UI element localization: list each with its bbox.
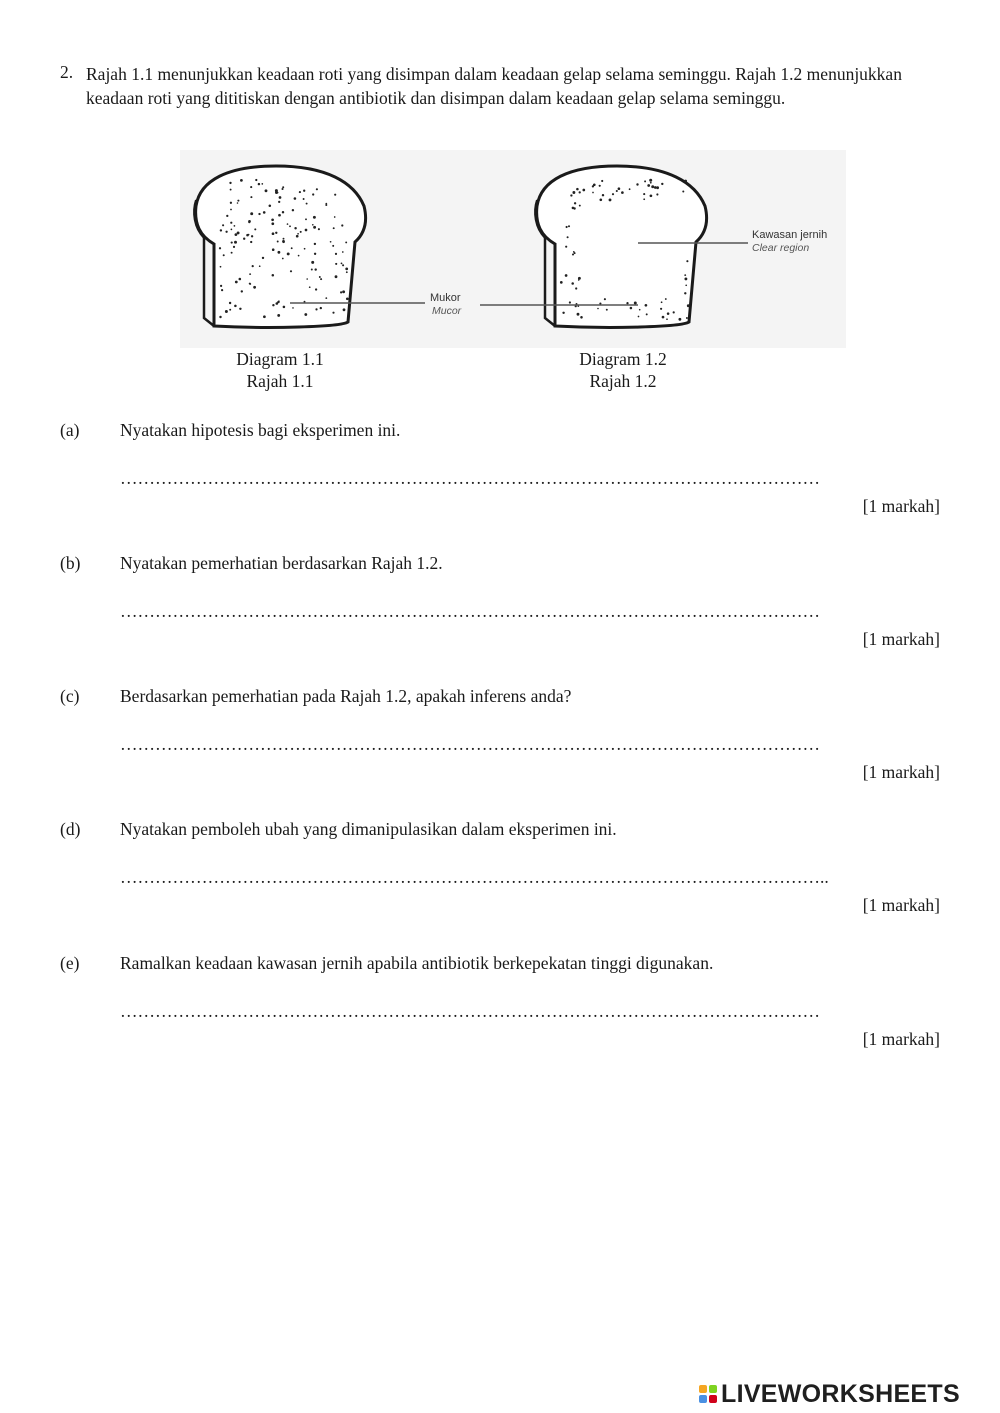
mold-speckle xyxy=(346,271,348,273)
mold-speckle xyxy=(566,226,568,228)
mold-speckle xyxy=(263,315,266,318)
mold-speckle xyxy=(332,312,334,314)
mold-speckle xyxy=(278,214,281,217)
mold-speckle xyxy=(305,229,308,232)
mold-speckle xyxy=(296,235,299,238)
mold-speckle xyxy=(263,211,266,214)
mold-speckle xyxy=(250,212,253,215)
mold-speckle xyxy=(251,235,253,237)
mold-speckle xyxy=(271,222,274,225)
logo-text: LIVEWORKSHEETS xyxy=(721,1379,960,1408)
mold-speckle xyxy=(318,228,320,230)
mold-speckle xyxy=(259,265,261,267)
mold-speckle xyxy=(341,224,343,226)
mold-speckle xyxy=(255,179,257,181)
mold-speckle xyxy=(579,191,581,193)
mold-speckle xyxy=(229,309,231,311)
mold-speckle xyxy=(332,245,334,247)
mold-speckle xyxy=(621,191,624,194)
mold-speckle xyxy=(278,300,280,302)
mold-speckle xyxy=(292,209,294,211)
mold-speckle xyxy=(292,307,294,309)
mold-speckle xyxy=(237,200,239,202)
mold-speckle xyxy=(577,313,580,316)
question-number: 2. xyxy=(60,62,74,82)
mold-speckle xyxy=(304,313,307,316)
mold-speckle xyxy=(249,283,251,285)
mold-speckle xyxy=(660,308,662,310)
mold-speckle xyxy=(231,252,233,254)
mold-speckle xyxy=(666,318,668,320)
mold-speckle xyxy=(673,311,675,313)
mold-speckle xyxy=(311,269,313,271)
mold-speckle xyxy=(277,241,279,243)
mold-speckle xyxy=(253,286,256,289)
mold-speckle xyxy=(303,190,305,192)
mold-speckle xyxy=(249,273,251,275)
mold-speckle xyxy=(687,304,690,307)
mold-speckle xyxy=(335,275,338,278)
mold-speckle xyxy=(334,216,336,218)
mold-speckle xyxy=(685,284,687,286)
mold-speckle xyxy=(240,179,243,182)
mold-speckle xyxy=(601,180,603,182)
mold-speckle xyxy=(686,260,688,262)
mold-speckle xyxy=(279,196,282,199)
mold-speckle xyxy=(616,190,618,192)
mold-speckle xyxy=(234,305,237,308)
mold-speckle xyxy=(248,234,250,236)
mold-speckle xyxy=(665,298,667,300)
mold-speckle xyxy=(606,309,608,311)
mold-speckle xyxy=(325,204,327,206)
mold-speckle xyxy=(335,253,337,255)
mold-speckle xyxy=(272,232,275,235)
mold-speckle xyxy=(312,224,314,226)
mold-speckle xyxy=(345,268,348,271)
mold-speckle xyxy=(569,301,571,303)
part-letter: (a) xyxy=(60,420,80,440)
mold-speckle xyxy=(314,253,316,255)
marks-label: [1 markah] xyxy=(862,762,940,782)
mold-speckle xyxy=(272,248,275,251)
mold-speckle xyxy=(661,183,663,185)
mold-speckle xyxy=(282,211,284,213)
mold-speckle xyxy=(643,193,645,195)
mold-speckle xyxy=(320,278,322,280)
clear-region-label-en: Clear region xyxy=(752,242,810,254)
part-question: Nyatakan hipotesis bagi eksperimen ini. xyxy=(120,420,401,440)
mold-speckle xyxy=(231,242,233,244)
mold-speckle xyxy=(630,307,633,310)
mold-speckle xyxy=(650,194,653,197)
answer-line[interactable]: ………………………………………………………………………………………………………… xyxy=(120,468,820,488)
part-letter: (d) xyxy=(60,819,81,839)
mold-speckle xyxy=(237,202,239,204)
mold-speckle xyxy=(575,287,577,289)
mold-speckle xyxy=(684,180,687,183)
mold-speckle xyxy=(335,263,337,265)
mold-speckle xyxy=(282,241,284,243)
mold-speckle xyxy=(272,274,275,277)
mold-speckle xyxy=(646,313,648,315)
mold-speckle xyxy=(262,257,264,259)
mold-speckle xyxy=(230,202,232,204)
mold-speckle xyxy=(230,209,232,211)
answer-line[interactable]: ………………………………………………………………………………………………………….. xyxy=(120,867,829,887)
mold-speckle xyxy=(219,247,221,249)
mold-speckle xyxy=(278,201,280,203)
mold-speckle xyxy=(303,198,305,200)
mold-speckle xyxy=(234,225,236,227)
mold-speckle xyxy=(306,278,308,280)
mold-speckle xyxy=(599,185,601,187)
mold-speckle xyxy=(231,229,233,231)
mold-speckle xyxy=(572,253,574,255)
mold-speckle xyxy=(290,270,292,272)
mold-speckle xyxy=(289,225,291,227)
mold-speckle xyxy=(604,298,606,300)
mucor-label-en: Mucor xyxy=(432,305,462,317)
question-intro: Rajah 1.1 menunjukkan keadaan roti yang disimpan dalam keadaan gelap selama seminggu. Rajah 1.2 menunjukkan keadaan roti yang dititiskan dengan antibiotik dan disimpan dalam keadaan gelap selama seminggu. xyxy=(86,64,902,108)
mold-speckle xyxy=(225,310,228,313)
mold-speckle xyxy=(312,193,314,195)
mold-speckle xyxy=(294,227,296,229)
mold-speckle xyxy=(644,180,646,182)
mold-speckle xyxy=(283,238,285,240)
marks-label: [1 markah] xyxy=(862,895,940,915)
mold-speckle xyxy=(618,187,621,190)
mold-speckle xyxy=(629,188,631,190)
answer-line[interactable]: ………………………………………………………………………………………………………… xyxy=(120,734,820,754)
mold-speckle xyxy=(283,306,286,309)
mold-speckle xyxy=(651,185,654,188)
diagram-2-title-en: Diagram 1.2 xyxy=(579,349,667,369)
mold-speckle xyxy=(597,308,599,310)
mold-speckle xyxy=(568,225,570,227)
mold-speckle xyxy=(316,188,318,190)
mold-speckle xyxy=(229,182,231,184)
mold-speckle xyxy=(271,218,274,221)
mold-speckle xyxy=(315,308,317,310)
mold-speckle xyxy=(311,261,314,264)
mold-speckle xyxy=(682,190,684,192)
mold-speckle xyxy=(334,194,336,196)
mold-speckle xyxy=(265,189,268,192)
mucor-label: Mukor xyxy=(430,292,461,304)
mold-speckle xyxy=(233,246,235,248)
mold-speckle xyxy=(313,226,316,229)
mold-speckle xyxy=(325,297,327,299)
mold-speckle xyxy=(277,251,280,254)
mold-speckle xyxy=(315,268,317,270)
mold-speckle xyxy=(304,248,306,250)
mold-speckle xyxy=(313,216,316,219)
part-letter: (c) xyxy=(60,686,80,706)
mold-speckle xyxy=(639,309,641,311)
mold-speckle xyxy=(686,317,688,319)
mold-speckle xyxy=(258,183,260,185)
mold-speckle xyxy=(223,254,225,256)
marks-label: [1 markah] xyxy=(862,629,940,649)
mold-speckle xyxy=(342,264,344,266)
mold-speckle xyxy=(582,189,585,192)
mold-speckle xyxy=(645,304,648,307)
mold-speckle xyxy=(306,203,308,205)
mold-speckle xyxy=(254,228,256,230)
mold-speckle xyxy=(592,192,594,194)
mold-speckle xyxy=(287,252,290,255)
mold-speckle xyxy=(309,286,311,288)
mold-speckle xyxy=(574,202,576,204)
mold-speckle xyxy=(237,231,240,234)
mold-speckle xyxy=(560,281,563,284)
mold-speckle xyxy=(291,247,293,249)
part-letter: (e) xyxy=(60,953,80,973)
mold-speckle xyxy=(634,302,637,305)
mold-speckle xyxy=(678,318,681,321)
mold-speckle xyxy=(229,302,231,304)
mold-speckle xyxy=(239,278,242,281)
mold-speckle xyxy=(643,198,645,200)
mold-speckle xyxy=(272,304,274,306)
mold-speckle xyxy=(667,312,670,315)
mold-speckle xyxy=(562,312,564,314)
mold-speckle xyxy=(282,258,284,260)
part-question: Berdasarkan pemerhatian pada Rajah 1.2, apakah inferens anda? xyxy=(120,686,572,706)
mold-speckle xyxy=(343,308,346,311)
mold-speckle xyxy=(287,223,289,225)
mold-speckle xyxy=(571,282,574,285)
mold-speckle xyxy=(230,189,232,191)
mold-speckle xyxy=(243,238,245,240)
mold-speckle xyxy=(220,229,222,231)
mold-speckle xyxy=(314,243,316,245)
mold-speckle xyxy=(346,297,349,300)
mold-speckle xyxy=(580,316,583,319)
bread-diagram xyxy=(180,150,846,348)
mold-speckle xyxy=(220,285,222,287)
answer-line[interactable]: ………………………………………………………………………………………………………… xyxy=(120,601,820,621)
answer-line[interactable]: ………………………………………………………………………………………………………… xyxy=(120,1001,820,1021)
part-question: Ramalkan keadaan kawasan jernih apabila antibiotik berkepekatan tinggi digunakan. xyxy=(120,953,714,973)
logo-mark-icon xyxy=(699,1385,717,1403)
mold-speckle xyxy=(261,183,263,185)
mold-speckle xyxy=(342,251,344,253)
mold-speckle xyxy=(300,231,302,233)
marks-label: [1 markah] xyxy=(862,1029,940,1049)
mold-speckle xyxy=(593,183,596,186)
mold-speckle xyxy=(241,290,243,292)
mold-speckle xyxy=(656,193,658,195)
mold-speckle xyxy=(252,265,254,267)
mold-speckle xyxy=(626,302,628,304)
mold-speckle xyxy=(305,218,307,220)
mold-speckle xyxy=(330,241,332,243)
liveworksheets-logo[interactable] xyxy=(699,1380,960,1408)
mold-speckle xyxy=(234,241,237,244)
mold-speckle xyxy=(275,232,277,234)
part-question: Nyatakan pemerhatian berdasarkan Rajah 1.2. xyxy=(120,553,443,573)
mold-speckle xyxy=(319,276,321,278)
mold-speckle xyxy=(299,191,301,193)
diagram-1-title-ms: Rajah 1.1 xyxy=(246,371,314,391)
mold-speckle xyxy=(649,179,652,182)
mold-speckle xyxy=(333,227,335,229)
mold-speckle xyxy=(612,193,614,195)
mold-speckle xyxy=(269,204,272,207)
mold-speckle xyxy=(250,186,252,188)
mold-speckle xyxy=(573,251,575,253)
mold-speckle xyxy=(567,236,569,238)
mold-speckle xyxy=(684,274,686,276)
mold-speckle xyxy=(277,314,280,317)
mold-speckle xyxy=(570,194,572,196)
mold-speckle xyxy=(609,198,612,201)
mold-speckle xyxy=(662,316,665,319)
mold-speckle xyxy=(226,215,228,217)
mold-speckle xyxy=(275,302,278,305)
diagram-2-title-ms: Rajah 1.2 xyxy=(589,371,657,391)
diagram-1-title-en: Diagram 1.1 xyxy=(236,349,324,369)
diagram-1-caption xyxy=(180,348,380,392)
clear-region-label: Kawasan jernih xyxy=(752,229,828,241)
mold-speckle xyxy=(576,188,579,191)
mold-speckle xyxy=(320,307,322,309)
part-letter: (b) xyxy=(60,553,81,573)
mold-speckle xyxy=(684,292,686,294)
mold-speckle xyxy=(599,198,602,201)
mold-speckle xyxy=(342,290,345,293)
mold-speckle xyxy=(661,301,663,303)
mold-speckle xyxy=(275,189,278,192)
mold-speckle xyxy=(341,263,343,265)
mold-speckle xyxy=(250,196,252,198)
mold-speckle xyxy=(258,213,260,215)
mold-speckle xyxy=(230,222,232,224)
mold-speckle xyxy=(219,316,221,318)
mold-speckle xyxy=(222,224,224,226)
mold-speckle xyxy=(578,279,580,281)
mold-speckle xyxy=(638,316,640,318)
mold-speckle xyxy=(565,246,567,248)
mold-speckle xyxy=(220,266,222,268)
mold-speckle xyxy=(294,197,297,200)
mold-speckle xyxy=(248,221,250,223)
mold-speckle xyxy=(315,288,317,290)
mold-speckle xyxy=(647,184,650,187)
mold-speckle xyxy=(297,233,299,235)
mold-speckle xyxy=(684,277,687,280)
mold-speckle xyxy=(572,191,575,194)
mold-speckle xyxy=(239,308,241,310)
mold-speckle xyxy=(636,183,638,185)
mold-speckle xyxy=(602,194,604,196)
mold-speckle xyxy=(579,205,581,207)
mold-speckle xyxy=(281,188,283,190)
mold-speckle xyxy=(565,274,568,277)
mold-speckle xyxy=(340,291,342,293)
mold-speckle xyxy=(650,182,652,184)
diagram-2-caption xyxy=(523,348,723,392)
mold-speckle xyxy=(656,186,659,189)
marks-label: [1 markah] xyxy=(862,496,940,516)
mold-speckle xyxy=(572,207,575,210)
mold-speckle xyxy=(345,241,347,243)
mold-speckle xyxy=(225,231,227,233)
part-question: Nyatakan pemboleh ubah yang dimanipulasikan dalam eksperimen ini. xyxy=(120,819,617,839)
mold-speckle xyxy=(298,255,300,257)
mold-speckle xyxy=(221,289,223,291)
mold-speckle xyxy=(235,281,238,284)
mold-speckle xyxy=(250,241,252,243)
